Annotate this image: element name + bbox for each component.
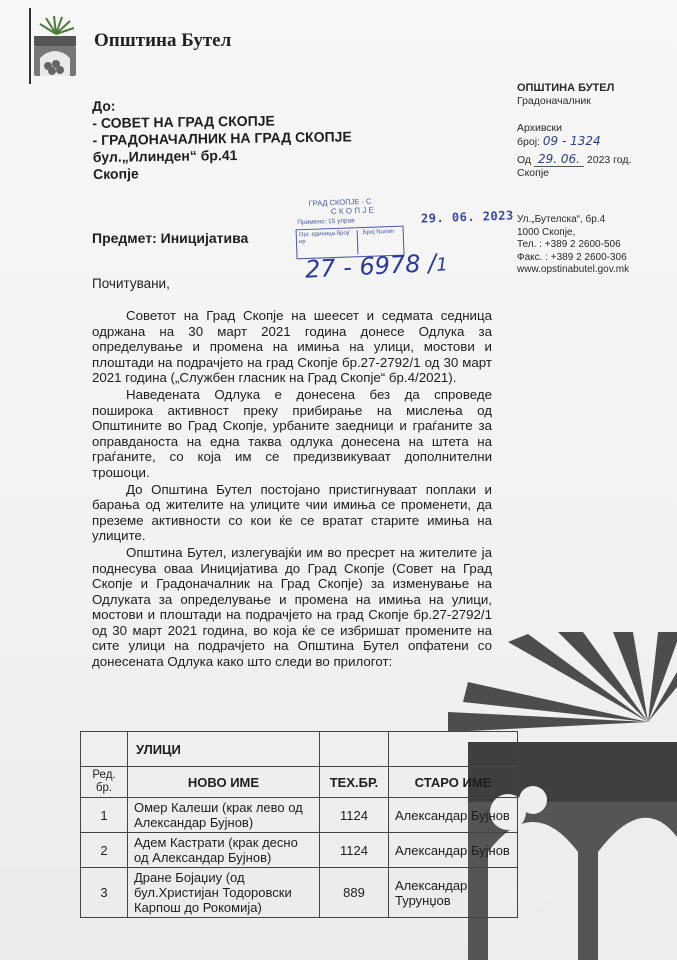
addressee-block: [92, 94, 352, 183]
paragraph: Општина Бутел, излегувајќи им во пресрет на жителите ја поднесува оваа Иницијатива до Град Скопје (Совет на Град Скопје и Градоначалник на Град Скопје) за изменување на Одлуката за определување и промена на имиња на улици, мостови и плоштади на подрачјето на град Скопје бр.27-2792/1 од 30 март 2021 година, во која ќе се избришат промените на сите улици на подрачјето на Општина Бутел опфатени со донесената Одлука како што следи во прилогот:: [92, 544, 492, 670]
addressee-line: - СОВЕТ НА ГРАД СКОПЈЕ: [92, 112, 275, 131]
broj-label: број:: [517, 136, 540, 148]
table-row: [81, 798, 518, 833]
municipality-coat-of-arms-icon: [26, 6, 78, 86]
stamp-number-value: 27 - 6978 /: [304, 248, 437, 284]
contact-web: www.opstinabutel.gov.mk: [517, 264, 630, 275]
addressee-line: До:: [92, 97, 116, 114]
row-tex: 1124: [320, 798, 389, 833]
col-header-new: НОВО ИМЕ: [128, 767, 320, 798]
registry-role: Градоначалник: [517, 95, 591, 107]
table-group-header-row: [81, 732, 518, 767]
row-new-name: Омер Калеши (крак лево од Александар Бујнов): [128, 798, 320, 833]
contact-block: [517, 214, 629, 277]
table-empty-cell: [81, 732, 128, 767]
row-new-name: Адем Кастрати (крак десно од Александар Бујнов): [128, 833, 320, 868]
table-empty-cell: [320, 732, 389, 767]
col-header-num: Ред. бр.: [81, 767, 128, 798]
archive-label: Архивски: [517, 122, 563, 134]
body-text: [92, 308, 492, 671]
contact-street: Ул.„Бутелска“, бр.4: [517, 214, 606, 225]
registry-org: ОПШТИНА БУТЕЛ: [517, 82, 615, 94]
stamp-col-org: Орг. единица број/ нр: [299, 230, 359, 256]
od-label: Од: [517, 154, 532, 166]
stamp-number-suffix: 1: [435, 254, 449, 276]
table-row: [81, 833, 518, 868]
addressee-line: - ГРАДОНАЧАЛНИК НА ГРАД СКОПЈЕ: [92, 128, 352, 148]
paragraph: До Општина Бутел постојано пристигнуваат поплаки и барања од жителите на улиците чии имиња се променети, да преземе активности со кои ќе се вратат старите имиња на улиците.: [92, 481, 492, 544]
addressee-line: бул.„Илинден“ бр.41: [92, 146, 238, 165]
stamp-title: ГРАД СКОПЈЕ - С: [308, 196, 372, 208]
org-title: Општина Бутел: [94, 30, 232, 51]
table-group-header: УЛИЦИ: [128, 732, 320, 767]
row-num: 2: [81, 833, 128, 868]
paragraph: Наведената Одлука е донесена без да спроведе поширока активност преку прибирање на мислења од Општините во Град Скопје, урбаните заедници и граѓаните за оправданоста на една таква одлука донесена на штета на граѓаните, со која им се предизвикуваат дополнителни трошоци.: [92, 386, 492, 480]
row-old-name: Александар Бујнов: [389, 833, 518, 868]
addressee-line: Скопје: [92, 165, 139, 182]
col-header-old: СТАРО ИМЕ: [389, 767, 518, 798]
subject-label: Предмет:: [92, 230, 157, 246]
table-header-row: [81, 767, 518, 798]
registry-block: [517, 82, 631, 180]
row-old-name: Александар Турунџов: [389, 868, 518, 918]
subject-value: Иницијатива: [160, 230, 249, 246]
row-tex: 889: [320, 868, 389, 918]
stamp-received-label: Примено: 15 управ: [297, 217, 355, 227]
broj-value: 09 - 1324: [542, 134, 601, 148]
greeting: Почитувани,: [92, 276, 170, 291]
contact-postal: 1000 Скопје,: [517, 226, 576, 238]
table-row: [81, 868, 518, 918]
stamp-date: 29. 06. 2023: [420, 208, 514, 226]
table-empty-cell: [389, 732, 518, 767]
paragraph: Советот на Град Скопје на шеесет и седмата седница одржана на 30 март 2021 година донесе Одлука за определување и промена на имиња на улици, мостови и плоштади на подрачјето на град Скопје бр.27-2792/1 од 30 март 2021 година („Службен гласник на Град Скопје“ бр.4/2021).: [92, 308, 492, 386]
stamp-subtitle: С К О П Ј Е: [330, 205, 374, 217]
contact-fax: Факс. : +389 2 2600-306: [517, 251, 627, 263]
row-old-name: Александар Бујнов: [389, 798, 518, 833]
registry-city: Скопје: [517, 167, 549, 179]
row-tex: 1124: [320, 833, 389, 868]
streets-table: [80, 731, 518, 918]
od-value: 29. 06.: [534, 152, 584, 167]
stamp-col-number: Број Numër: [362, 228, 395, 237]
contact-tel: Тел. : +389 2 2600-506: [517, 239, 621, 250]
row-num: 1: [81, 798, 128, 833]
row-num: 3: [81, 868, 128, 918]
row-new-name: Дране Бојаџиу (од бул.Христијан Тодоровски Карпош до Рокомија): [128, 868, 320, 918]
archive-number-line: [517, 135, 631, 149]
archive-date-line: [517, 153, 631, 167]
col-header-tex: ТЕХ.БР.: [320, 767, 389, 798]
year-suffix: 2023 год.: [586, 154, 632, 166]
subject-line: [92, 230, 248, 246]
